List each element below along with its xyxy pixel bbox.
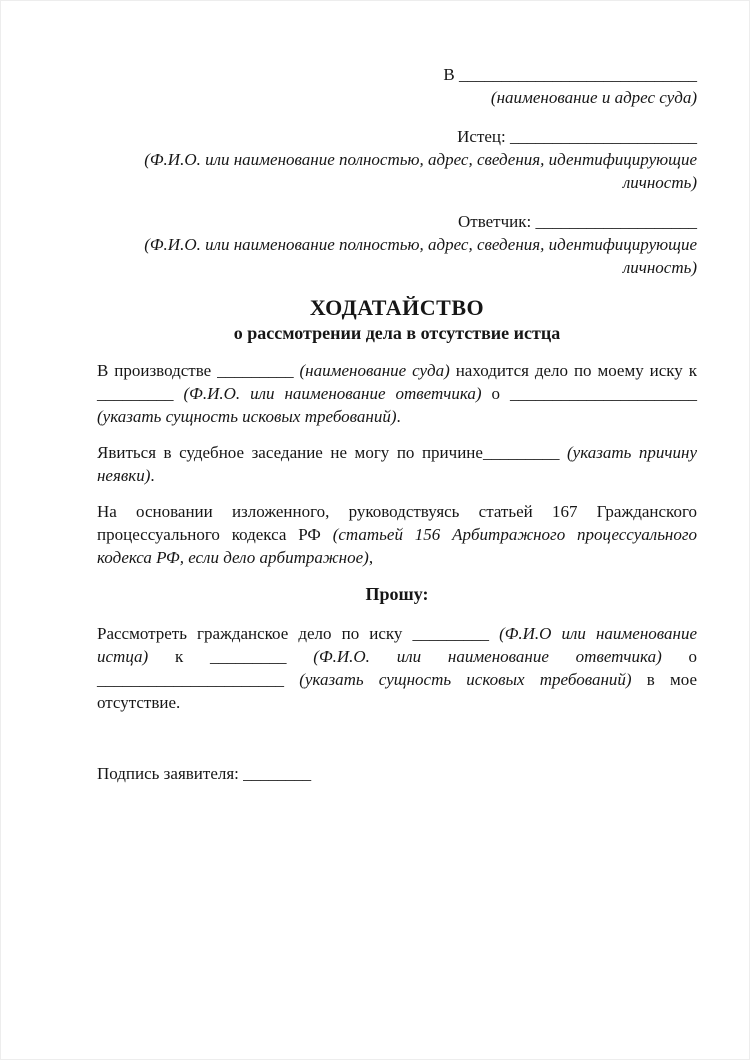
court-caption: (наименование и адрес суда) [490, 88, 697, 107]
paragraph-case-info: В производстве _________ (наименование суда) находится дело по моему иску к _________ (Ф.И.О. или наименование ответчика) о ______________________ (указать сущность исковых требований). [97, 361, 698, 426]
paragraph-request: Рассмотреть гражданское дело по иску _________ (Ф.И.О или наименование истца) к _________ (Ф.И.О. или наименование ответчика) о ______________________ (указать сущность исковых требований) в мое отсутствие. [97, 624, 698, 712]
paragraph-legal-basis: На основании изложенного, руководствуясь статьей 167 Гражданского процессуального кодекса РФ (статьей 156 Арбитражного процессуального кодекса РФ, если дело арбитражное), [97, 502, 697, 567]
plaintiff-field: Истец: ______________________ [457, 127, 697, 146]
defendant-field: Ответчик: ___________________ [458, 212, 697, 231]
document-title: ХОДАТАЙСТВО [309, 295, 485, 320]
request-heading: Прошу: [365, 584, 429, 604]
document-subtitle: о рассмотрении дела в отсутствие истца [233, 323, 561, 343]
title-block [97, 295, 697, 345]
signature-line: Подпись заявителя: ________ [97, 764, 312, 783]
paragraph-absence-reason: Явиться в судебное заседание не могу по причине_________ (указать причину неявки). [97, 443, 697, 485]
plaintiff-caption: (Ф.И.О. или наименование полностью, адрес, сведения, идентифицирующие личность) [144, 150, 697, 192]
defendant-caption: (Ф.И.О. или наименование полностью, адрес, сведения, идентифицирующие личность) [144, 235, 697, 277]
document-header [97, 63, 697, 279]
court-name-field: В ____________________________ [443, 65, 697, 84]
